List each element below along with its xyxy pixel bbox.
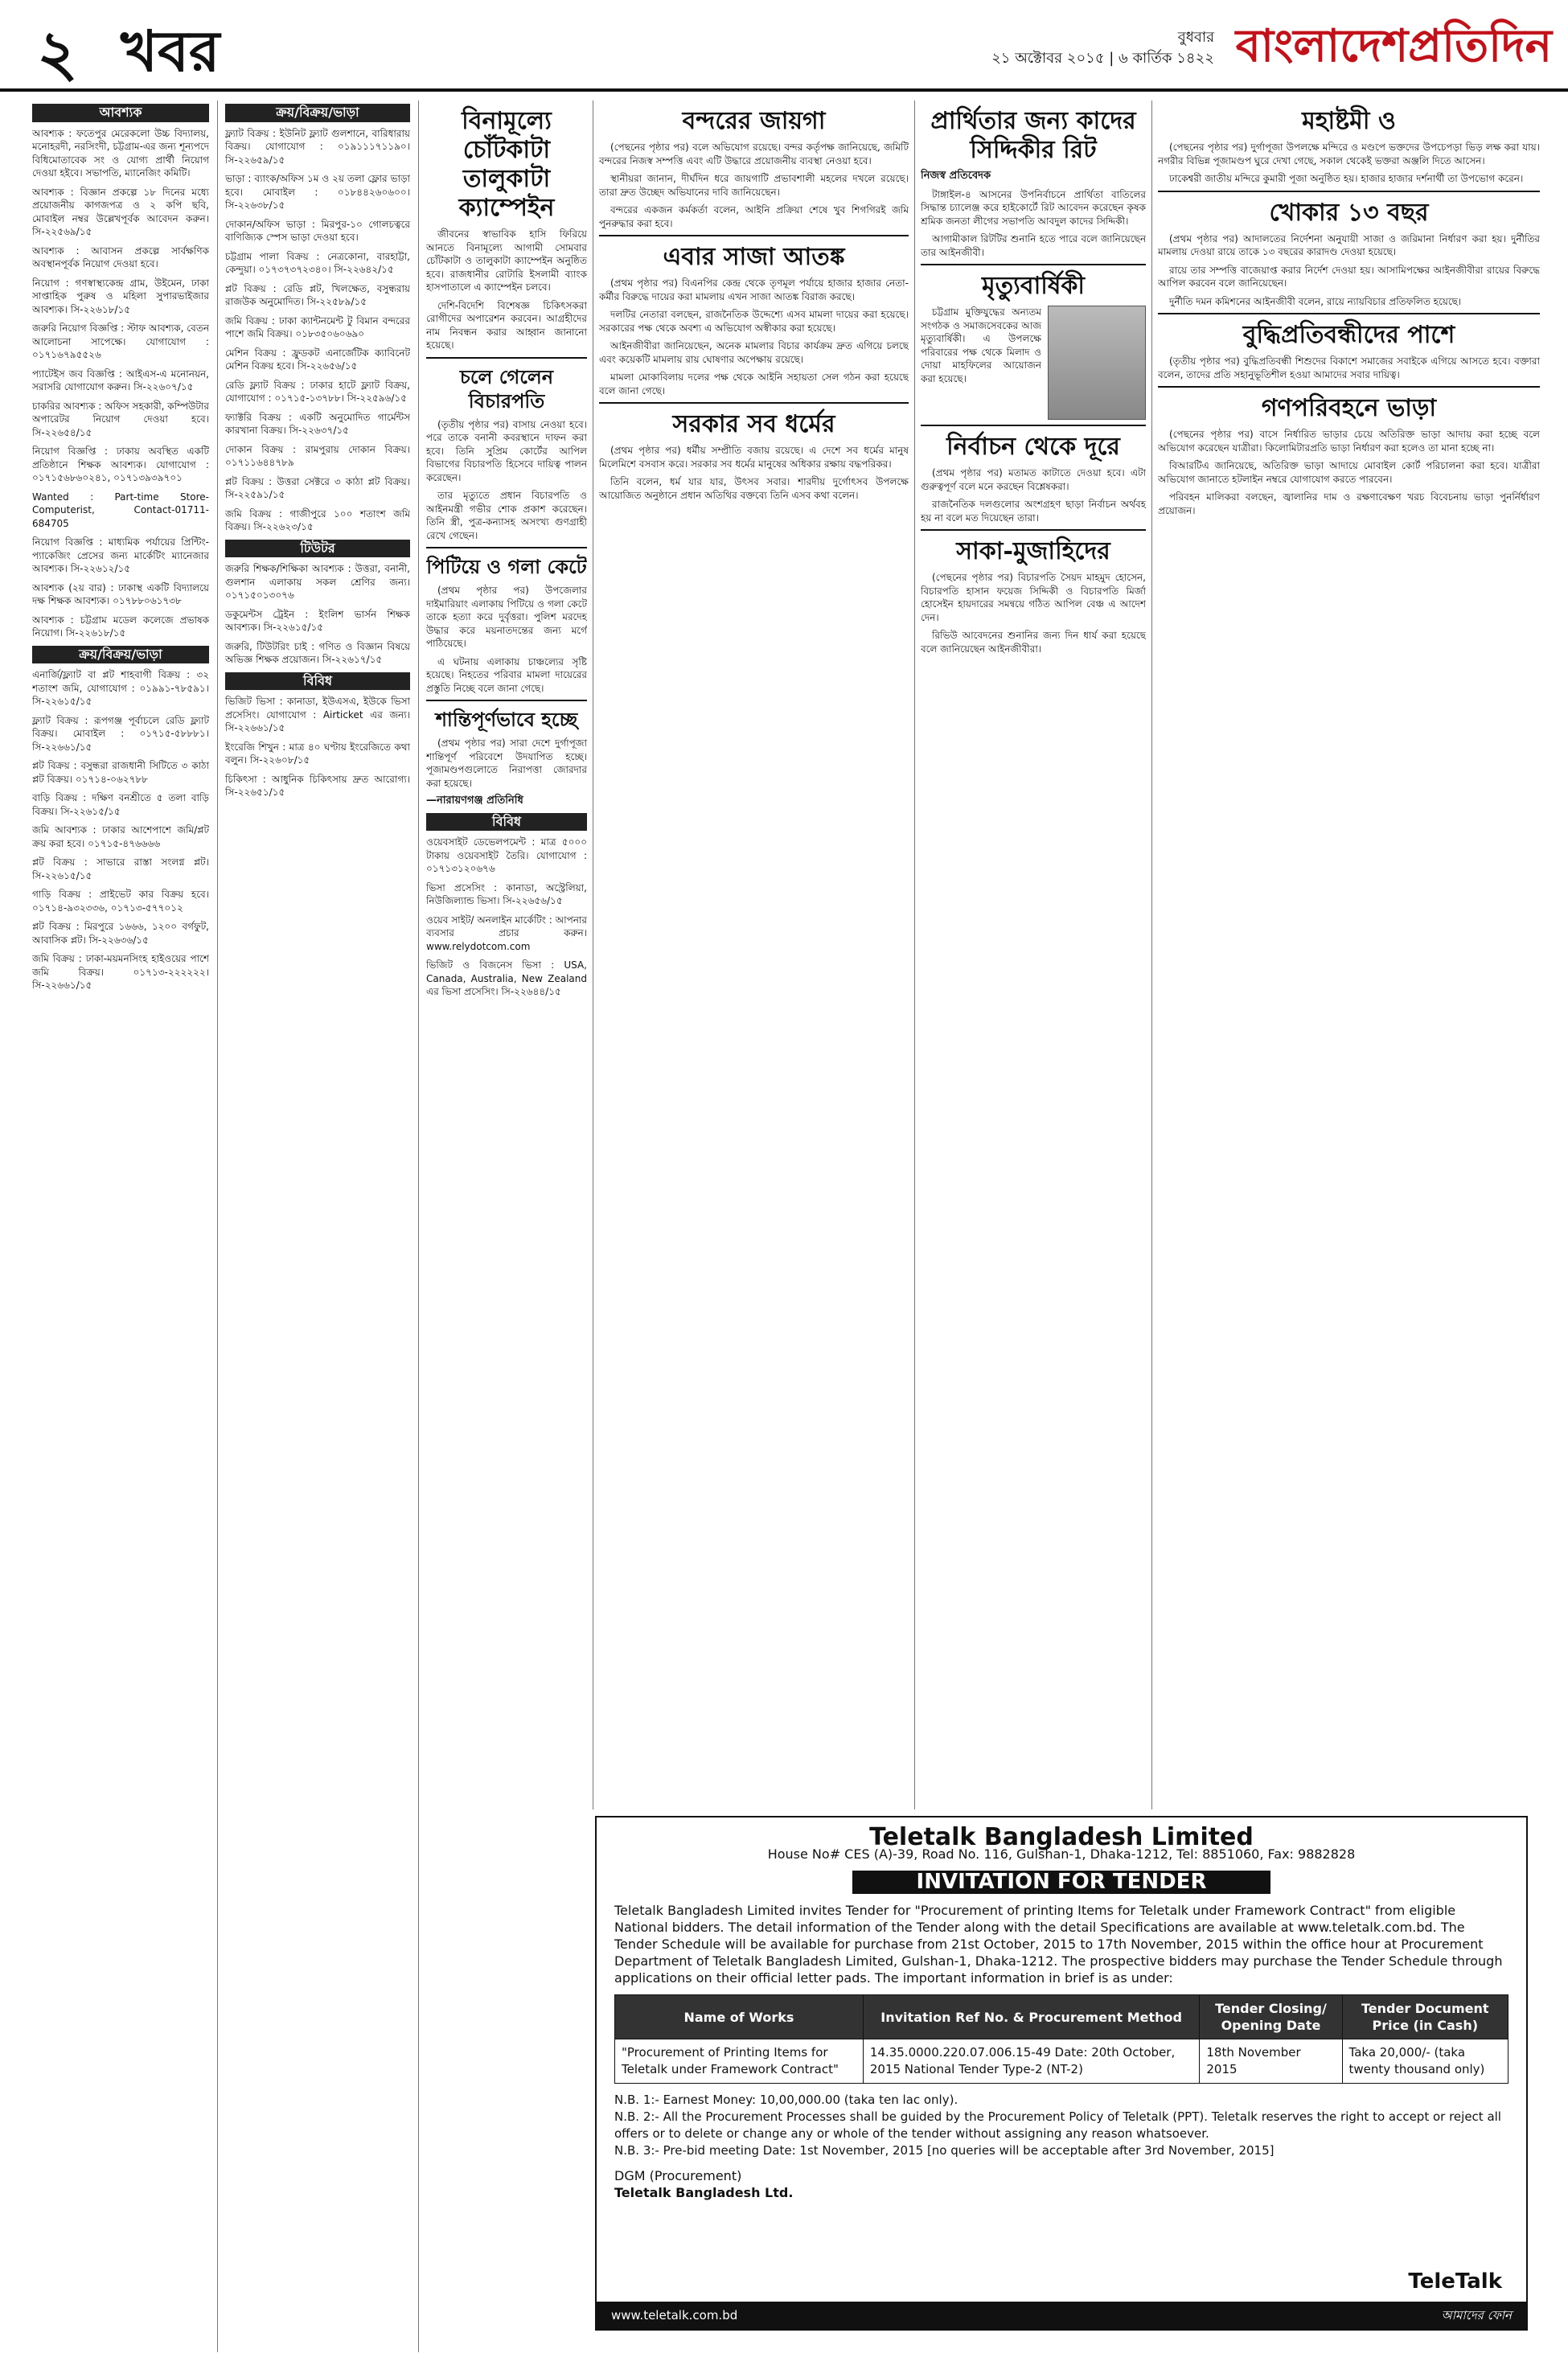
article-body xyxy=(599,141,909,230)
classified-heading: আবশ্যক xyxy=(32,104,209,122)
tender-company: Teletalk Bangladesh Limited xyxy=(869,1823,1254,1851)
classified-ad: চট্টগ্রাম পালা বিক্রয় : নেত্রকোনা, বারহাট্টা, কেন্দুয়া। ০১৭৩৭৩৭২৩৪০। সি-২২৬৪২/১৫ xyxy=(225,250,410,275)
tender-advertisement xyxy=(595,1816,1528,2331)
teletalk-logo: TeleTalk xyxy=(1408,2269,1502,2294)
article-paragraph: জীবনের স্বাভাবিক হাসি ফিরিয়ে আনতে বিনামূল্যে আগামী সোমবার চোঁটকাটা ও তালুকাটা ক্যাম্পেইন অনুষ্ঠিত হবে। রাজধানীর রোটারি ইসলামী ব্যাংক হাসপাতালে এ ক্যাম্পেইন চলবে। xyxy=(426,228,587,293)
tender-invitation-title: INVITATION FOR TENDER xyxy=(852,1871,1270,1894)
classified-ad: ভিসা প্রসেসিং : কানাডা, অস্ট্রেলিয়া, নিউজিল্যান্ড ভিসা। সি-২২৬৫৬/১৫ xyxy=(426,881,587,906)
headline: নির্বাচন থেকে দূরে xyxy=(946,433,1120,461)
classified-list xyxy=(426,836,587,999)
classified-ad: জমি বিক্রয় : গাজীপুরে ১০০ শতাংশ জমি বিক্রয়। সি-২২৬২৩/১৫ xyxy=(225,507,410,532)
classified-ad: গাড়ি বিক্রয় : প্রাইভেট কার বিক্রয় হবে। ০১৭১৪-৯৩২৩৩৬, ০১৭১৩-৫৭৭০১২ xyxy=(32,889,209,914)
article-paragraph: (তৃতীয় পৃষ্ঠার পর) বাসায় নেওয়া হবে। পরে তাকে বনানী কবরস্থানে দাফন করা হবে। তিনি সুপ্রিম কোর্টের আপিল বিভাগের বিচারপতি হিসেবে দায়িত্ব পালন করেছেন। xyxy=(426,418,587,483)
classified-ad: আবশ্যক : আবাসন প্রকল্পে সার্বক্ষণিক অবস্থানপূর্বক নিয়োগ দেওয়া হবে। xyxy=(32,244,209,269)
article-paragraph: (প্রথম পৃষ্ঠার পর) মতামত কাটাতে দেওয়া হবে। এটা গুরুত্বপূর্ণ বলে মনে করছেন বিশ্লেষকরা। xyxy=(921,467,1146,492)
table-header-cell: Name of Works xyxy=(615,1995,864,2039)
classified-ad: রেডি ফ্ল্যাট বিক্রয় : ঢাকার হাটে ফ্ল্যাট বিক্রয়, যোগাযোগ : ০১৭১৫-১৩৭৮৮। সি-২২৫৯৬/১৫ xyxy=(225,379,410,404)
classified-ad: ভিজিট ভিসা : কানাডা, ইউএসএ, ইউকে ভিসা প্রসেসিং। যোগাযোগ : Airticket এর জন্য। সি-২২৬৬১/১৫ xyxy=(225,696,410,733)
date-line: ২১ অক্টোবর ২০১৫ | ৬ কার্তিক ১৪২২ xyxy=(991,50,1214,67)
article-paragraph: আগামীকাল রিটটির শুনানি হতে পারে বলে জানিয়েছেন তার আইনজীবী। xyxy=(921,233,1146,258)
weekday: বুধবার xyxy=(1177,29,1214,46)
masthead xyxy=(0,0,1568,92)
byline: নিজস্ব প্রতিবেদক xyxy=(921,170,991,182)
classified-list xyxy=(225,562,410,667)
article-paragraph: তার মৃত্যুতে প্রধান বিচারপতি ও আইনমন্ত্রী গভীর শোক প্রকাশ করেছেন। তিনি স্ত্রী, পুত্র-কন্যাসহ অসংখ্য গুণগ্রাহী রেখে গেছেন। xyxy=(426,490,587,541)
article-paragraph: দুর্নীতি দমন কমিশনের আইনজীবী বলেন, রায়ে ন্যায়বিচার প্রতিফলিত হয়েছে। xyxy=(1169,295,1462,307)
table-cell: "Procurement of Printing Items for Teletalk under Framework Contract" xyxy=(615,2039,864,2084)
headline: মহাষ্টমী ও xyxy=(1302,107,1396,135)
article-body xyxy=(599,444,909,502)
article-paragraph: দেশি-বিদেশি বিশেষজ্ঞ চিকিৎসকরা রোগীদের অপারেশন করবেন। আগ্রহীদের নাম নিবন্ধন করার আহ্বান জানানো হয়েছে। xyxy=(426,299,587,351)
article-paragraph: রাজনৈতিক দলগুলোর অংশগ্রহণ ছাড়া নির্বাচন অর্থবহ হয় না বলে মত দিয়েছেন তারা। xyxy=(921,499,1146,524)
article-body xyxy=(426,584,587,695)
article-body xyxy=(921,466,1146,524)
news-column-5 xyxy=(921,101,1146,1805)
classified-ad: জমি আবশ্যক : ঢাকার আশেপাশে জমি/প্লট ক্রয় করা হবে। ০১৭১৫-৪৭৬৬৬৬ xyxy=(32,824,209,849)
news-column-3 xyxy=(426,101,587,2352)
section-title: খবর xyxy=(121,18,220,84)
classified-ad: ফ্ল্যাট বিক্রয় : ইউনিট ফ্ল্যাট গুলশানে, বারিধারায় বিক্রয়। যোগাযোগ : ০১৯১১১৭১১৯০। সি-২২৬৫৯/১৫ xyxy=(225,127,410,166)
classified-ad: প্লট বিক্রয় : সাভারে রাস্তা সংলগ্ন প্লট। সি-২২৬১৫/১৫ xyxy=(32,856,209,881)
classified-ad: দোকান বিক্রয় : রামপুরায় দোকান বিক্রয়। ০১৭১১৬৪৪৭৮৯ xyxy=(225,443,410,468)
tender-note: N.B. 1:- Earnest Money: 10,00,000.00 (taka ten lac only). xyxy=(614,2093,958,2107)
article-paragraph: আইনজীবীরা জানিয়েছেন, অনেক মামলার বিচার কার্যক্রম দ্রুত এগিয়ে চলছে এবং কয়েকটি মামলায় রায় ঘোষণার অপেক্ষায় রয়েছে। xyxy=(599,340,909,365)
classified-ad: Wanted : Part-time Store-Computerist, Contact-01711-684705 xyxy=(32,491,209,529)
article-paragraph: (প্রথম পৃষ্ঠার পর) উপজেলার দাইমারিয়াং এলাকায় পিটিয়ে ও গলা কেটে তাকে হত্যা করে দুর্বৃত্তরা। পুলিশ মরদেহ উদ্ধার করে ময়নাতদন্তের জন্য মর্গে পাঠিয়েছে। xyxy=(426,585,587,649)
article-paragraph: (পেছনের পৃষ্ঠার পর) বাসে নির্ধারিত ভাড়ার চেয়ে অতিরিক্ত ভাড়া আদায় করা হচ্ছে বলে অভিযোগ করেছেন যাত্রীরা। কিলোমিটারপ্রতি ভাড়া নির্ধারণ করা হলেও তা মানা হচ্ছে না। xyxy=(1158,429,1540,454)
article-paragraph: এ ঘটনায় এলাকায় চাঞ্চল্যের সৃষ্টি হয়েছে। নিহতের পরিবার মামলা দায়েরের প্রস্তুতি নিচ্ছে বলে জানা গেছে। xyxy=(426,655,587,694)
tender-intro: Teletalk Bangladesh Limited invites Tender for "Procurement of printing Items for Teletalk under Framework Contract" from eligible National bidders. The detail information of the Tender along with the detail Specifications are available at www.teletalk.com.bd. The Tender Schedule will be available for purchase from 21st October, 2015 to 17th November, 2015 within the office hour at Procurement Department of Teletalk Bangladesh Limited, Gulshan-1, Dhaka-1212. The prospective bidders may purchase the Tender Schedule through applications on their official letter pads. The important information in brief is as under: xyxy=(614,1903,1503,1986)
article-paragraph: (তৃতীয় পৃষ্ঠার পর) বুদ্ধিপ্রতিবন্ধী শিশুদের বিকাশে সমাজের সবাইকে এগিয়ে আসতে হবে। বক্তারা বলেন, তাদের প্রতি সহানুভূতিশীল হওয়া আমাদের সবার দায়িত্ব। xyxy=(1158,355,1540,380)
headline: বন্দরের জায়গা xyxy=(682,107,826,135)
classified-ad: আবশ্যক : চট্টগ্রাম মডেল কলেজে প্রভাষক নিয়োগ। সি-২২৬১৮/১৫ xyxy=(32,614,209,639)
column-divider xyxy=(217,101,218,2352)
article-paragraph: (পেছনের পৃষ্ঠার পর) দুর্গাপূজা উপলক্ষে মন্দিরে ও মণ্ডপে ভক্তদের উপচেপড়া ভিড় লক্ষ করা যায়। নগরীর বিভিন্ন পূজামণ্ডপ ঘুরে দেখা গেছে, সকাল থেকেই ভক্তরা অঞ্জলি দিতে আসেন। xyxy=(1158,142,1540,166)
article-paragraph: দলটির নেতারা বলছেন, রাজনৈতিক উদ্দেশ্যে এসব মামলা দায়ের করা হয়েছে। সরকারের পক্ষ থেকে অবশ্য এ অভিযোগ অস্বীকার করা হয়েছে। xyxy=(599,309,909,334)
classified-ad: ফ্যাক্টরি বিক্রয় : একটি অনুমোদিত গার্মেন্টস কারখানা বিক্রয়। সি-২২৬৩৭/১৫ xyxy=(225,411,410,436)
article-body xyxy=(921,571,1146,655)
headline: প্রার্থিতার জন্য কাদের সিদ্দিকীর রিট xyxy=(930,107,1136,164)
table-header-cell: Invitation Ref No. & Procurement Method xyxy=(863,1995,1200,2039)
classified-ad: ভিজিট ও বিজনেস ভিসা : USA, Canada, Australia, New Zealand এর ভিসা প্রসেসিং। সি-২২৬৪৪/১৫ xyxy=(426,959,587,997)
table-header-cell: Tender Document Price (in Cash) xyxy=(1342,1995,1508,2039)
column-divider xyxy=(418,101,419,2352)
classified-ad: প্যাটেইস জব বিজ্ঞপ্তি : আইএস-এ মনোনয়ন, সরাসরি যোগাযোগ করুন। সি-২২৬০৭/১৫ xyxy=(32,368,209,392)
article-paragraph: (প্রথম পৃষ্ঠার পর) ধর্মীয় সম্প্রীতি বজায় রয়েছে। এ দেশে সব ধর্মের মানুষ মিলেমিশে বসবাস করে। সরকার সব ধর্মের মানুষের অধিকার রক্ষায় বদ্ধপরিকর। xyxy=(599,445,909,470)
article-paragraph: রায়ে তার সম্পত্তি বাজেয়াপ্ত করার নির্দেশ দেওয়া হয়। আসামিপক্ষের আইনজীবীরা রায়ের বিরুদ্ধে আপিল করবেন বলে জানিয়েছেন। xyxy=(1158,264,1540,289)
article-paragraph: মামলা মোকাবিলায় দলের পক্ষ থেকে আইনি সহায়তা সেল গঠন করা হয়েছে বলে জানা গেছে। xyxy=(599,372,909,396)
article-paragraph: (প্রথম পৃষ্ঠার পর) বিএনপির কেন্দ্র থেকে তৃণমূল পর্যায়ে হাজার হাজার নেতা-কর্মীর বিরুদ্ধে দায়ের করা মামলায় এখন সাজা আতঙ্ক বিরাজ করছে। xyxy=(599,277,909,302)
table-cell: 18th November 2015 xyxy=(1200,2039,1342,2084)
classified-ad: ডকুমেন্টস ট্রেইন : ইংলিশ ভার্সন শিক্ষক আবশ্যক। সি-২২৬১৫/১৫ xyxy=(225,608,410,633)
classified-ad: প্লট বিক্রয় : রেডি প্লট, খিলক্ষেত, বসুন্ধরায় রাজউক অনুমোদিত। সি-২২৫৮৯/১৫ xyxy=(225,282,410,307)
article-body xyxy=(426,418,587,543)
page-number: ২ xyxy=(37,17,78,90)
headline: সাকা-মুজাহিদের xyxy=(956,537,1110,565)
classified-ad: ওয়েব সাইট/ অনলাইন মার্কেটিং : আপনার ব্যবসার প্রচার করুন। www.relydotcom.com xyxy=(426,914,587,952)
classified-list xyxy=(225,695,410,799)
headline: মৃত্যুবার্ষিকী xyxy=(982,272,1085,300)
headline: বিনামূল্যে চোঁটকাটা তালুকাটা ক্যাম্পেইন xyxy=(458,107,555,222)
table-cell: 14.35.0000.220.07.006.15-49 Date: 20th October, 2015 National Tender Type-2 (NT-2) xyxy=(863,2039,1200,2084)
classified-ad: নিয়োগ বিজ্ঞপ্তি : ঢাকায় অবস্থিত একটি প্রতিষ্ঠানে শিক্ষক আবশ্যক। যোগাযোগ : ০১৭১৫৬৮৬০২৪১, ০১৭১৩৯৩৯৭০১ xyxy=(32,446,209,483)
tender-slogan: আমাদের ফোন xyxy=(1441,2308,1512,2323)
classified-ad: আবশ্যক : ফতেপুর মেরেকলো উচ্চ বিদ্যালয়, মনোহরদী, নরসিংদী, চট্টগ্রাম-এর জন্য শূন্যপদে বিধিমোতাবেক সং ও যোগ্য প্রার্থী নিয়োগ দেওয়া হইবে। সভাপতি, ম্যানেজিং কমিটি। xyxy=(32,127,209,179)
news-column-6 xyxy=(1158,101,1540,1805)
article-paragraph: তিনি বলেন, ধর্ম যার যার, উৎসব সবার। শারদীয় দুর্গোৎসব উপলক্ষে আয়োজিত অনুষ্ঠানে প্রধান অতিথির বক্তব্যে তিনি এসব কথা বলেন। xyxy=(599,476,909,501)
date-block xyxy=(991,27,1214,69)
portrait-photo xyxy=(1048,306,1146,420)
tender-table xyxy=(614,1994,1508,2084)
classified-heading: বিবিধ xyxy=(225,672,410,691)
classified-heading: টিউটর xyxy=(225,540,410,558)
classified-ad: দোকান/অফিস ভাড়া : মিরপুর-১০ গোলচত্বরে বাণিজ্যিক স্পেস ভাড়া দেওয়া হবে। xyxy=(225,218,410,243)
classified-ad: ইংরেজি শিখুন : মাত্র ৪০ ঘণ্টায় ইংরেজিতে কথা বলুন। সি-২২৬০৮/১৫ xyxy=(225,741,410,766)
tender-signer: DGM (Procurement) xyxy=(614,2168,742,2183)
headline: শান্তিপূর্ণভাবে হচ্ছে xyxy=(435,708,578,731)
news-column-4 xyxy=(599,101,909,1805)
article-paragraph: স্থানীয়রা জানান, দীর্ঘদিন ধরে জায়গাটি প্রভাবশালী মহলের দখলে রয়েছে। তারা দ্রুত উচ্ছেদ অভিযানের দাবি জানিয়েছেন। xyxy=(599,173,909,198)
headline: সরকার সব ধর্মের xyxy=(672,410,835,438)
column-divider xyxy=(914,101,915,1809)
article-paragraph: পরিবহন মালিকরা বলছেন, জ্বালানির দাম ও রক্ষণাবেক্ষণ খরচ বিবেচনায় ভাড়া পুনর্নির্ধারণ প্রয়োজন। xyxy=(1158,491,1540,516)
classified-ad: আবশ্যক : বিজ্ঞান প্রকল্পে ১৮ দিনের মধ্যে প্রয়োজনীয় কাগজপত্র ও ২ কপি ছবি, মোবাইল নম্বর উল্লেখপূর্বক আবেদন করুন। সি-২২৫৬৯/১৫ xyxy=(32,186,209,237)
classified-ad: চিকিৎসা : আধুনিক চিকিৎসায় দ্রুত আরোগ্য। সি-২২৬৫১/১৫ xyxy=(225,773,410,798)
classified-ad: জমি বিক্রয় : ঢাকা ক্যান্টনমেন্ট টু বিমান বন্দরের পাশে জমি বিক্রয়। ০১৮৩৫০৬০৬৯০ xyxy=(225,314,410,339)
classified-ad: নিয়োগ বিজ্ঞপ্তি : মাধ্যমিক পর্যায়ের প্রিন্টিং-প্যাকেজিং প্রেসের জন্য মার্কেটিং ম্যানেজার আবশ্যক। সি-২২৬১২/১৫ xyxy=(32,536,209,574)
byline: —নারায়ণগঞ্জ প্রতিনিধি xyxy=(426,795,523,807)
classified-ad: বাড়ি বিক্রয় : দক্ষিণ বনশ্রীতে ৫ তলা বাড়ি বিক্রয়। সি-২২৬১৫/১৫ xyxy=(32,792,209,817)
classified-ad: প্লট বিক্রয় : বসুন্ধরা রাজধানী সিটিতে ৩ কাঠা প্লট বিক্রয়। ০১৭১৪-০৬২৭৮৮ xyxy=(32,760,209,785)
classified-list xyxy=(32,668,209,992)
headline: গণপরিবহনে ভাড়া xyxy=(1261,394,1437,422)
classified-ad: প্লট বিক্রয় : মিরপুরে ১৬৬৬, ১২০০ বর্গফুট, আবাসিক প্লট। সি-২২৬৩৬/১৫ xyxy=(32,921,209,946)
classified-ad: ফ্ল্যাট বিক্রয় : রূপগঞ্জ পূর্বাচলে রেডি ফ্ল্যাট বিক্রয়। মোবাইল : ০১৭১৫-৫৮৮৮১। সি-২২৬৬১/১৫ xyxy=(32,714,209,753)
classified-ad: প্লট বিক্রয় : উত্তরা সেক্টরে ৩ কাঠা প্লট বিক্রয়। সি-২২৫৯১/১৫ xyxy=(225,475,410,500)
article-body xyxy=(599,277,909,397)
article-body xyxy=(1158,141,1540,186)
article-paragraph: চট্টগ্রাম মুক্তিযুদ্ধের অন্যতম সংগঠক ও সমাজসেবকের আজ মৃত্যুবার্ষিকী। এ উপলক্ষে পরিবারের পক্ষ থেকে মিলাদ ও দোয়া মাহফিলের আয়োজন করা হয়েছে। xyxy=(921,306,1041,384)
classified-ad: এনার্জি/ফ্ল্যাট বা প্লট শাহবাগী বিক্রয় : ৩২ শতাংশ জমি, যোগাযোগ : ০১৯৯১-৭৮৫৯১। সি-২২৬১৫/১৫ xyxy=(32,669,209,707)
headline: খোকার ১৩ বছর xyxy=(1269,198,1429,227)
table-cell: Taka 20,000/- (taka twenty thousand only) xyxy=(1342,2039,1508,2084)
table-row xyxy=(615,2039,1508,2084)
newspaper-brand: বাংলাদেশপ্রতিদিন xyxy=(1235,19,1552,72)
article-paragraph: টাঙ্গাইল-৪ আসনের উপনির্বাচনে প্রার্থিতা বাতিলের সিদ্ধান্ত চ্যালেঞ্জ করে হাইকোর্টে রিট আবেদন করেছেন কৃষক শ্রমিক জনতা লীগের সভাপতি আবদুল কাদের সিদ্দিকী। xyxy=(921,188,1146,227)
article-paragraph: (পেছনের পৃষ্ঠার পর) বিচারপতি সৈয়দ মাহমুদ হোসেন, বিচারপতি হাসান ফয়েজ সিদ্দিকী ও বিচারপতি মির্জা হোসেইন হায়দারের সমন্বয়ে গঠিত আপিল বেঞ্চ এ আদেশ দেন। xyxy=(921,572,1146,623)
article-body xyxy=(921,188,1146,260)
classified-list xyxy=(32,127,209,640)
article-paragraph: (পেছনের পৃষ্ঠার পর) বলে অভিযোগ রয়েছে। বন্দর কর্তৃপক্ষ জানিয়েছে, জমিটি বন্দরের নিজস্ব সম্পত্তি এবং এটি উদ্ধারে প্রয়োজনীয় ব্যবস্থা নেওয়া হবে। xyxy=(599,142,909,166)
article-paragraph: বন্দরের একজন কর্মকর্তা বলেন, আইনি প্রক্রিয়া শেষে খুব শিগগিরই জমি পুনরুদ্ধার করা হবে। xyxy=(599,204,909,229)
headline: পিটিয়ে ও গলা কেটে xyxy=(426,555,587,578)
article-paragraph: (প্রথম পৃষ্ঠার পর) আদালতের নির্দেশনা অনুযায়ী সাজা ও জরিমানা নির্ধারণ করা হয়। দুর্নীতির মামলায় দেওয়া রায়ে তাকে ১৩ বছরের কারাদণ্ড দেওয়া হয়েছে। xyxy=(1158,232,1540,257)
tender-signer-org: Teletalk Bangladesh Ltd. xyxy=(614,2185,794,2200)
table-header-cell: Tender Closing/ Opening Date xyxy=(1200,1995,1342,2039)
classified-ad: জরুরি, টিউটরিং চাই : গণিত ও বিজ্ঞান বিষয়ে অভিজ্ঞ শিক্ষক প্রয়োজন। সি-২২৬১৭/১৫ xyxy=(225,640,410,665)
tender-address: House No# CES (A)-39, Road No. 116, Gulshan-1, Dhaka-1212, Tel: 8851060, Fax: 9882828 xyxy=(767,1846,1356,1862)
headline: চলে গেলেন বিচারপতি xyxy=(459,364,554,413)
classified-ad: ভাড়া : ব্যাংক/অফিস ১ম ও ২য় তলা ফ্লোর ভাড়া হবে। মোবাইল : ০১৮৪৪২৬০৬০০। সি-২২৬৩৮/১৫ xyxy=(225,173,410,211)
classified-ad: জরুরি নিয়োগ বিজ্ঞপ্তি : স্টাফ আবশ্যক, বেতন আলোচনা সাপেক্ষে। যোগাযোগ : ০১৭১৬৭৯৫৫২৬ xyxy=(32,322,209,360)
article-body xyxy=(426,737,587,790)
classified-heading: ক্রয়/বিক্রয়/ভাড়া xyxy=(225,104,410,122)
classified-ad: আবশ্যক (২য় বার) : ঢাকাস্থ একটি বিদ্যালয়ে দক্ষ শিক্ষক আবশ্যক। ০১৭৮৮০৬১৭৩৮ xyxy=(32,581,209,606)
tender-table-header xyxy=(615,1995,1508,2039)
tender-footer xyxy=(597,2302,1526,2329)
tender-note: N.B. 2:- All the Procurement Processes shall be guided by the Procurement Policy of Teletalk (PPT). Teletalk reserves the right to accept or reject all offers or to delete or change any or whole of the tender without assigning any reason whatsoever. xyxy=(614,2109,1501,2141)
classifieds-column-2 xyxy=(225,101,410,2352)
tender-website-link[interactable]: www.teletalk.com.bd xyxy=(611,2308,738,2323)
classified-heading: ক্রয়/বিক্রয়/ভাড়া xyxy=(32,646,209,664)
article-paragraph: বিআরটিএ জানিয়েছে, অতিরিক্ত ভাড়া আদায়ে মোবাইল কোর্ট পরিচালনা করা হবে। যাত্রীরা অভিযোগ জানাতে হটলাইন নম্বরে যোগাযোগ করতে পারবেন। xyxy=(1158,460,1540,485)
article-body xyxy=(1158,428,1540,517)
classifieds-column-1 xyxy=(32,101,209,2352)
classified-ad: জরুরি শিক্ষক/শিক্ষিকা আবশ্যক : উত্তরা, বনানী, গুলশান এলাকায় সকল শ্রেণির জন্য। ০১৭১৫০১৩০৭৬ xyxy=(225,563,410,601)
article-paragraph: রিভিউ আবেদনের শুনানির জন্য দিন ধার্য করা হয়েছে বলে জানিয়েছেন আইনজীবীরা। xyxy=(921,630,1146,655)
article-body xyxy=(1158,232,1540,309)
article-paragraph: (প্রথম পৃষ্ঠার পর) সারা দেশে দুর্গাপূজা শান্তিপূর্ণ পরিবেশে উদযাপিত হচ্ছে। পূজামণ্ডপগুলোতে নিরাপত্তা জোরদার করা হয়েছে। xyxy=(426,737,587,789)
classified-list xyxy=(225,127,410,534)
classified-ad: চাকরির আবশ্যক : অফিস সহকারী, কম্পিউটার অপারেটর নিয়োগ দেওয়া হবে। সি-২২৬৫৪/১৫ xyxy=(32,400,209,438)
classified-heading: বিবিধ xyxy=(426,813,587,832)
classified-ad: নিয়োগ : গণস্বাস্থ্যকেন্দ্র গ্রাম, উইমেন, ঢাকা সাপ্তাহিক পুরুষ ও মহিলা সুপারভাইজার আবশ্যক। সি-২২৬১৮/১৫ xyxy=(32,277,209,315)
article-paragraph: ঢাকেশ্বরী জাতীয় মন্দিরে কুমারী পূজা অনুষ্ঠিত হয়। হাজার হাজার দর্শনার্থী তা উপভোগ করেন। xyxy=(1169,173,1524,184)
column-divider xyxy=(1151,101,1152,1809)
article-body xyxy=(1158,355,1540,381)
classified-ad: মেশিন বিক্রয় : ফ্রুডকট এনার্জেটিক ক্যাবিনেট মেশিন বিক্রয় হবে। সি-২২৬৫৬/১৫ xyxy=(225,347,410,372)
classified-ad: জমি বিক্রয় : ঢাকা-ময়মনসিংহ হাইওয়ের পাশে জমি বিক্রয়। ০১৭১৩-২২২২২২। সি-২২৬৬১/১৫ xyxy=(32,953,209,991)
classified-ad: ওয়েবসাইট ডেভেলপমেন্ট : মাত্র ৫০০০ টাকায় ওয়েবসাইট তৈরি। যোগাযোগ : ০১৭১৩১২০৬৭৬ xyxy=(426,836,587,874)
headline: বুদ্ধিপ্রতিবন্ধীদের পাশে xyxy=(1242,321,1455,349)
headline: এবার সাজা আতঙ্ক xyxy=(663,243,845,271)
tender-note: N.B. 3:- Pre-bid meeting Date: 1st November, 2015 [no queries will be acceptable after 3rd November, 2015] xyxy=(614,2143,1275,2158)
article-body xyxy=(426,228,587,352)
